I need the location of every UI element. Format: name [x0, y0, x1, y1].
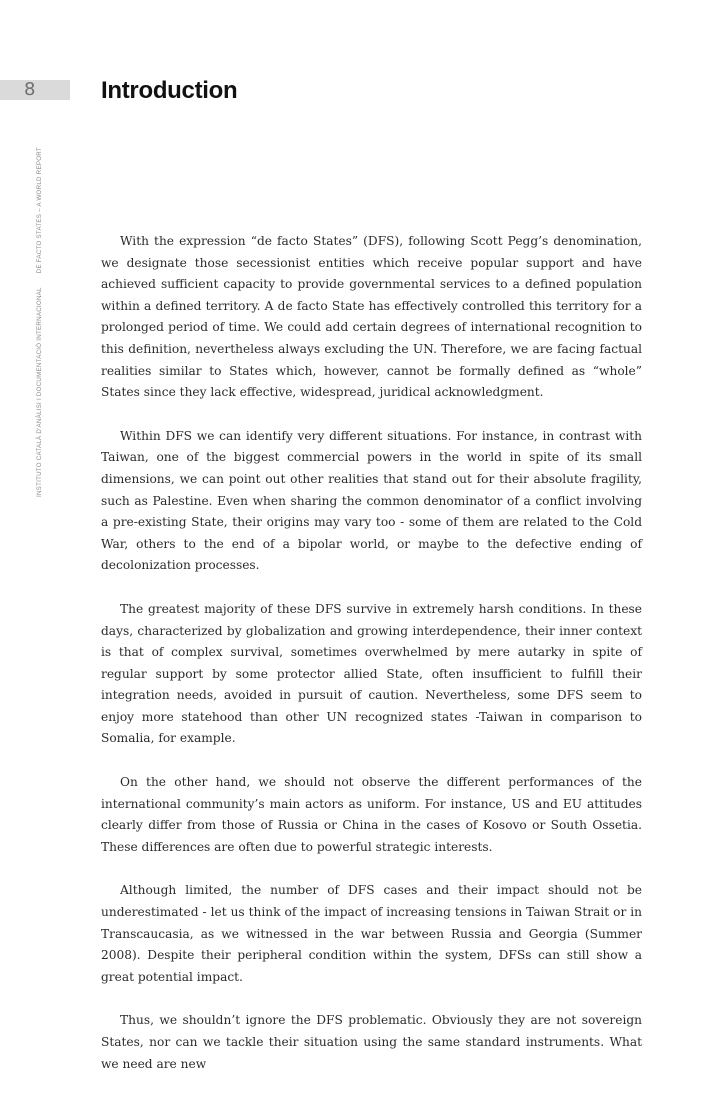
- body-text: [101, 231, 642, 1097]
- side-strip: [36, 147, 43, 497]
- paragraph-definition: With the expression “de facto States” (DFS), following Scott Pegg’s denomination, we designate those secessionist entities which receive popular support and have achieved sufficient capacity to provide governmental services to a defined population within a defined territory. A de facto State has effectively controlled this territory for a prolonged period of time. We could add certain degrees of international recognition to this definition, nevertheless always excluding the UN. Therefore, we are facing factual realities similar to States which, however, cannot be formally defined as “whole” States since they lack effective, widespread, juridical acknowledgment.: [101, 234, 642, 400]
- paragraph-conclusion: Thus, we shouldn’t ignore the DFS problematic. Obviously they are not sovereign States, nor can we tackle their situation using the same standard instruments. What we need are new: [101, 1013, 642, 1071]
- page-number-bar: [0, 80, 70, 100]
- paragraph-situations: Within DFS we can identify very different situations. For instance, in contrast with Taiwan, one of the biggest commercial powers in the world in spite of its small dimensions, we can point out other realities that stand out for their absolute fragility, such as Palestine. Even when sharing the common denominator of a conflict involving a pre-existing State, their origins may vary too - some of them are related to the Cold War, others to the end of a bipolar world, or maybe to the defective ending of decolonization processes.: [101, 428, 642, 573]
- side-strip-institute: INSTITUTO CATALÀ D'ANÀLISI I DOCUMENTACIÓ INTERNACIONAL: [36, 287, 43, 497]
- paragraph-impact: Although limited, the number of DFS cases and their impact should not be underestimated - let us think of the impact of increasing tensions in Taiwan Strait or in Transcaucasia, as we witnessed in the war between Russia and Georgia (Summer 2008). Despite their peripheral condition within the system, DFSs can still show a great potential impact.: [101, 883, 642, 984]
- paragraph-conditions: The greatest majority of these DFS survive in extremely harsh conditions. In these days, characterized by globalization and growing interdependence, their inner context is that of complex survival, sometimes overwhelmed by mere autarky in spite of regular support by some protector allied State, often insufficient to fulfill their integration needs, avoided in pursuit of caution. Nevertheless, some DFS seem to enjoy more statehood than other UN recognized states -Taiwan in comparison to Somalia, for example.: [101, 601, 642, 746]
- page-number: 8: [24, 79, 36, 100]
- paragraph-actors: On the other hand, we should not observe the different performances of the international community’s main actors as uniform. For instance, US and EU attitudes clearly differ from those of Russia or China in the cases of Kosovo or South Ossetia. These differences are often due to powerful strategic interests.: [101, 775, 642, 854]
- side-strip-series: DE FACTO STATES – A WORLD REPORT: [36, 147, 43, 274]
- chapter-title: Introduction: [101, 77, 238, 104]
